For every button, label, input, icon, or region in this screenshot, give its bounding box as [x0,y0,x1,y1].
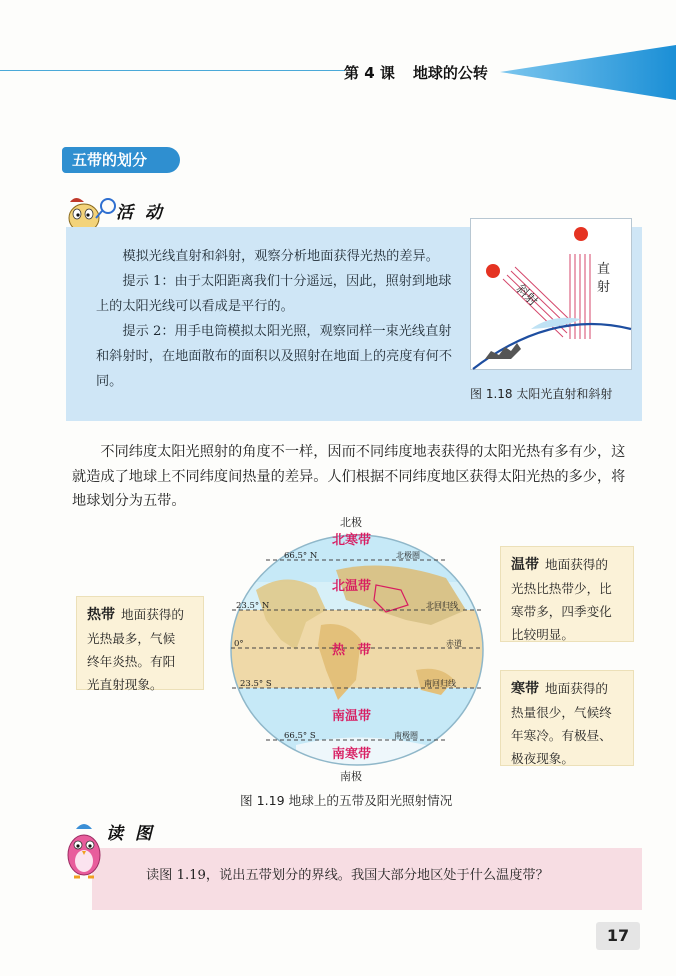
frigid-text: 地面获得的 [545,681,608,696]
lat-0-label: 0° [234,639,244,649]
tropic-cancer-label: 北回归线 [426,601,458,610]
direct-label-2: 射 [597,280,611,295]
section-title: 五带的划分 [62,147,180,173]
activity-label: 活 动 [116,203,165,223]
body-paragraph: 不同纬度太阳光照射的角度不一样，因而不同纬度地表获得的太阳光热有多有少，这就造成了地球上不同纬度间热量的差异。人们根据不同纬度地区获得太阳光热的多少，将地球划分为五带。 [72,444,626,510]
sun-direct-icon [574,227,588,241]
direct-label-1: 直 [597,262,611,277]
activity-paragraph: 提示 2：用手电筒模拟太阳光照，观察同样一束光线直射和斜射时，在地面散布的面积以及照射在地面上的亮度有何不同。 [96,324,453,389]
lat-235n-label: 23.5° N [236,601,270,611]
north-pole-label: 北极 [340,516,362,529]
torrid-text: 光直射现象。 [87,677,163,692]
oblique-label: 斜射 [513,281,541,309]
frigid-term: 寒带 [511,681,539,697]
frigid-text: 年寒冷。有极昼、 [511,728,612,743]
zone-torrid: 热 带 [332,643,372,658]
header-rule [0,70,345,71]
zone-south-temperate: 南温带 [332,709,372,724]
sunlight-figure [470,218,632,370]
temperate-note-box [500,546,634,642]
zone-north-frigid: 北寒带 [332,533,372,548]
read-figure-text: 读图 1.19，说出五带划分的界线。我国大部分地区处于什么温度带？ [146,868,549,883]
page-number: 17 [596,922,640,950]
zone-south-frigid: 南寒带 [332,747,372,762]
temperate-term: 温带 [511,557,539,573]
lesson-header [344,62,488,83]
torrid-term: 热带 [87,607,115,623]
lat-665s-label: 66.5° S [284,731,316,741]
activity-text [96,244,456,394]
temperate-text: 地面获得的 [545,557,608,572]
temperate-text: 比较明显。 [511,627,574,642]
torrid-text: 终年炎热。有阳 [87,654,176,669]
temperate-text: 光热比热带少，比 [511,581,612,596]
frigid-text: 热量很少，气候终 [511,705,612,720]
temperate-text: 寒带多，四季变化 [511,604,612,619]
activity-paragraph: 提示 1：由于太阳距离我们十分遥远，因此，照射到地球上的太阳光线可以看成是平行的。 [96,274,452,314]
sun-oblique-icon [486,264,500,278]
direct-rays [570,254,590,339]
read-figure-label: 读 图 [106,824,155,844]
activity-paragraph: 模拟光线直射和斜射，观察分析地面获得光热的差异。 [122,249,439,264]
frigid-note-box [500,670,634,766]
torrid-text: 光热最多，气候 [87,631,176,646]
five-zones-globe [226,530,488,770]
bird-mascot-icon [62,815,108,885]
city-silhouette [485,343,521,359]
body-text [72,440,638,514]
lesson-number: 第 4 课 [344,64,395,82]
figure-119-caption: 图 1.19 地球上的五带及阳光照射情况 [240,793,453,808]
frigid-text: 极夜现象。 [511,751,574,766]
torrid-note-box [76,596,204,690]
header-wedge-decoration [500,45,676,100]
lat-235s-label: 23.5° S [240,679,272,689]
torrid-text: 地面获得的 [121,607,184,622]
sunlight-diagram [471,219,633,371]
zone-north-temperate: 北温带 [332,579,372,594]
lesson-title: 地球的公转 [412,64,488,82]
equator-label: 赤道 [446,639,462,648]
antarctic-circle-label: 南极圈 [394,731,418,740]
south-pole-label: 南极 [340,770,362,783]
tropic-capricorn-label: 南回归线 [424,679,456,688]
arctic-circle-label: 北极圈 [396,551,420,560]
figure-118-caption: 图 1.18 太阳光直射和斜射 [470,387,613,401]
ground-arc [473,324,631,369]
lat-665n-label: 66.5° N [284,551,318,561]
